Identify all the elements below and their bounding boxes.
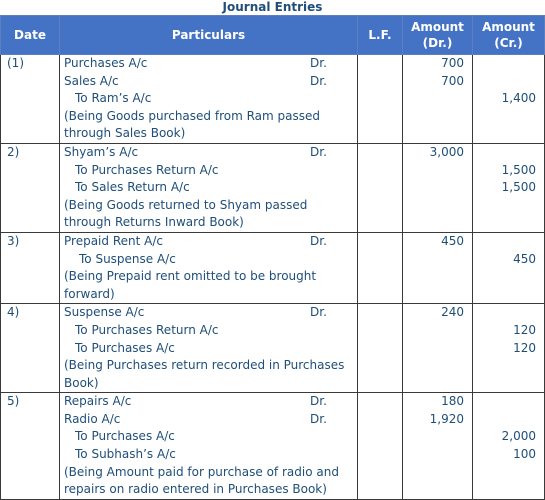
header-row	[1, 16, 545, 55]
credit-amount	[473, 108, 544, 126]
credit-amount: 120	[513, 340, 536, 355]
entry-date: (1)	[1, 55, 60, 144]
credit-amount: 100	[513, 447, 536, 462]
particulars-line	[60, 55, 357, 73]
credit-amount	[473, 197, 544, 215]
entry-lf	[358, 304, 403, 393]
particulars-line	[60, 464, 357, 482]
credit-amount: 1,400	[501, 91, 536, 106]
credit-amount	[473, 375, 544, 393]
journal-table	[0, 15, 545, 500]
debit-amount: 3,000	[429, 144, 464, 159]
particulars-line	[60, 428, 357, 446]
account-text: To Purchases A/c	[75, 340, 175, 355]
account-text: Suspense A/c	[64, 305, 145, 320]
header-amount-cr	[473, 16, 545, 55]
account-text: forward)	[64, 286, 115, 301]
particulars-line	[60, 322, 357, 340]
credit-amount	[473, 393, 544, 411]
account-text: To Sales Return A/c	[75, 180, 190, 195]
account-text: Purchases A/c	[64, 56, 148, 70]
particulars-line	[60, 162, 357, 180]
debit-amount	[403, 446, 472, 464]
entry-amount-dr	[403, 143, 473, 232]
account-text: Radio A/c	[64, 411, 121, 426]
particulars-line	[60, 446, 357, 464]
account-text: (Being Amount paid for purchase of radio and	[64, 464, 339, 479]
entry-lf	[358, 143, 403, 232]
account-text: To Subhash’s A/c	[75, 447, 176, 462]
header-amount-dr	[403, 16, 473, 55]
debit-amount	[403, 481, 472, 499]
debit-amount	[403, 162, 472, 180]
debit-marker: Dr.	[310, 233, 327, 248]
journal-entry-row	[1, 304, 545, 393]
entry-amount-cr	[473, 304, 545, 393]
account-text: To Purchases A/c	[75, 429, 175, 444]
header-lf: L.F.	[358, 16, 403, 55]
particulars-line	[60, 233, 357, 251]
credit-amount: 450	[513, 251, 536, 266]
entry-lf	[358, 55, 403, 144]
debit-amount: 450	[441, 233, 464, 248]
journal-entry-row	[1, 143, 545, 232]
entry-amount-cr	[473, 55, 545, 144]
journal-entry-row	[1, 232, 545, 303]
credit-amount	[473, 125, 544, 143]
particulars-line	[60, 90, 357, 108]
debit-amount	[403, 322, 472, 340]
credit-amount	[473, 233, 544, 251]
credit-amount	[473, 144, 544, 162]
entry-amount-dr	[403, 304, 473, 393]
account-text: (Being Goods purchased from Ram passed	[64, 108, 320, 123]
particulars-line	[60, 375, 357, 393]
particulars-line	[60, 125, 357, 143]
debit-amount	[403, 286, 472, 304]
credit-amount	[473, 73, 544, 91]
account-text: To Purchases Return A/c	[75, 162, 219, 177]
journal-entry-row	[1, 55, 545, 144]
credit-amount: 1,500	[501, 162, 536, 177]
credit-amount: 1,500	[501, 180, 536, 195]
particulars-line	[60, 304, 357, 322]
debit-amount: 700	[441, 56, 464, 70]
debit-marker: Dr.	[310, 56, 327, 70]
debit-amount	[403, 357, 472, 375]
account-text: (Being Prepaid rent omitted to be brought	[64, 269, 317, 284]
header-amount-dr-line1: Amount	[411, 20, 464, 34]
debit-marker: Dr.	[310, 73, 327, 88]
debit-amount	[403, 375, 472, 393]
credit-amount	[473, 55, 544, 73]
debit-amount	[403, 464, 472, 482]
account-text: (Being Goods returned to Shyam passed	[64, 197, 308, 212]
entry-amount-dr	[403, 232, 473, 303]
entry-date: 3)	[1, 232, 60, 303]
particulars-line	[60, 286, 357, 304]
entry-lf	[358, 393, 403, 500]
credit-amount: 2,000	[501, 429, 536, 444]
debit-amount	[403, 108, 472, 126]
document-title: Journal Entries	[222, 0, 323, 14]
credit-amount	[473, 304, 544, 322]
debit-amount	[403, 125, 472, 143]
account-text: Prepaid Rent A/c	[64, 233, 163, 248]
particulars-line	[60, 73, 357, 91]
entry-lf	[358, 232, 403, 303]
credit-amount	[473, 411, 544, 429]
entry-particulars	[60, 393, 358, 500]
debit-amount	[403, 428, 472, 446]
debit-amount: 240	[441, 305, 464, 320]
account-text: Book)	[64, 375, 99, 390]
credit-amount	[473, 286, 544, 304]
account-text: Repairs A/c	[64, 394, 132, 409]
particulars-line	[60, 197, 357, 215]
debit-marker: Dr.	[310, 394, 327, 409]
credit-amount	[473, 268, 544, 286]
journal-entry-row	[1, 393, 545, 500]
entry-particulars	[60, 304, 358, 393]
debit-amount	[403, 214, 472, 232]
particulars-line	[60, 214, 357, 232]
account-text: To Purchases Return A/c	[75, 322, 219, 337]
account-text: To Suspense A/c	[79, 251, 176, 266]
particulars-line	[60, 481, 357, 499]
entry-date: 4)	[1, 304, 60, 393]
particulars-line	[60, 108, 357, 126]
entry-particulars	[60, 143, 358, 232]
entry-particulars	[60, 232, 358, 303]
header-amount-cr-line2: (Cr.)	[494, 36, 523, 50]
entry-amount-cr	[473, 143, 545, 232]
header-date: Date	[1, 16, 60, 55]
debit-amount	[403, 251, 472, 269]
debit-amount: 700	[441, 73, 464, 88]
credit-amount	[473, 481, 544, 499]
debit-amount	[403, 197, 472, 215]
header-particulars: Particulars	[60, 16, 358, 55]
debit-amount	[403, 268, 472, 286]
account-text: Shyam’s A/c	[64, 144, 139, 159]
debit-marker: Dr.	[310, 305, 327, 320]
entry-date: 2)	[1, 143, 60, 232]
account-text: (Being Purchases return recorded in Purchases	[64, 358, 345, 373]
account-text: through Returns Inward Book)	[64, 215, 244, 230]
particulars-line	[60, 251, 357, 269]
entry-amount-dr	[403, 55, 473, 144]
debit-amount: 180	[441, 394, 464, 409]
journal-body	[1, 55, 545, 500]
particulars-line	[60, 393, 357, 411]
account-text: repairs on radio entered in Purchases Book)	[64, 482, 327, 497]
debit-marker: Dr.	[310, 144, 327, 159]
credit-amount	[473, 464, 544, 482]
debit-marker: Dr.	[310, 411, 327, 426]
particulars-line	[60, 357, 357, 375]
particulars-line	[60, 340, 357, 358]
credit-amount	[473, 357, 544, 375]
account-text: To Ram’s A/c	[75, 91, 152, 106]
entry-particulars	[60, 55, 358, 144]
debit-amount	[403, 179, 472, 197]
particulars-line	[60, 411, 357, 429]
entry-amount-cr	[473, 232, 545, 303]
credit-amount	[473, 214, 544, 232]
debit-amount	[403, 90, 472, 108]
entry-amount-dr	[403, 393, 473, 500]
particulars-line	[60, 268, 357, 286]
account-text: Sales A/c	[64, 73, 119, 88]
header-amount-dr-line2: (Dr.)	[422, 36, 453, 50]
credit-amount: 120	[513, 322, 536, 337]
debit-amount: 1,920	[429, 411, 464, 426]
entry-date: 5)	[1, 393, 60, 500]
header-amount-cr-line1: Amount	[482, 20, 535, 34]
particulars-line	[60, 179, 357, 197]
account-text: through Sales Book)	[64, 126, 186, 141]
particulars-line	[60, 144, 357, 162]
debit-amount	[403, 340, 472, 358]
entry-amount-cr	[473, 393, 545, 500]
